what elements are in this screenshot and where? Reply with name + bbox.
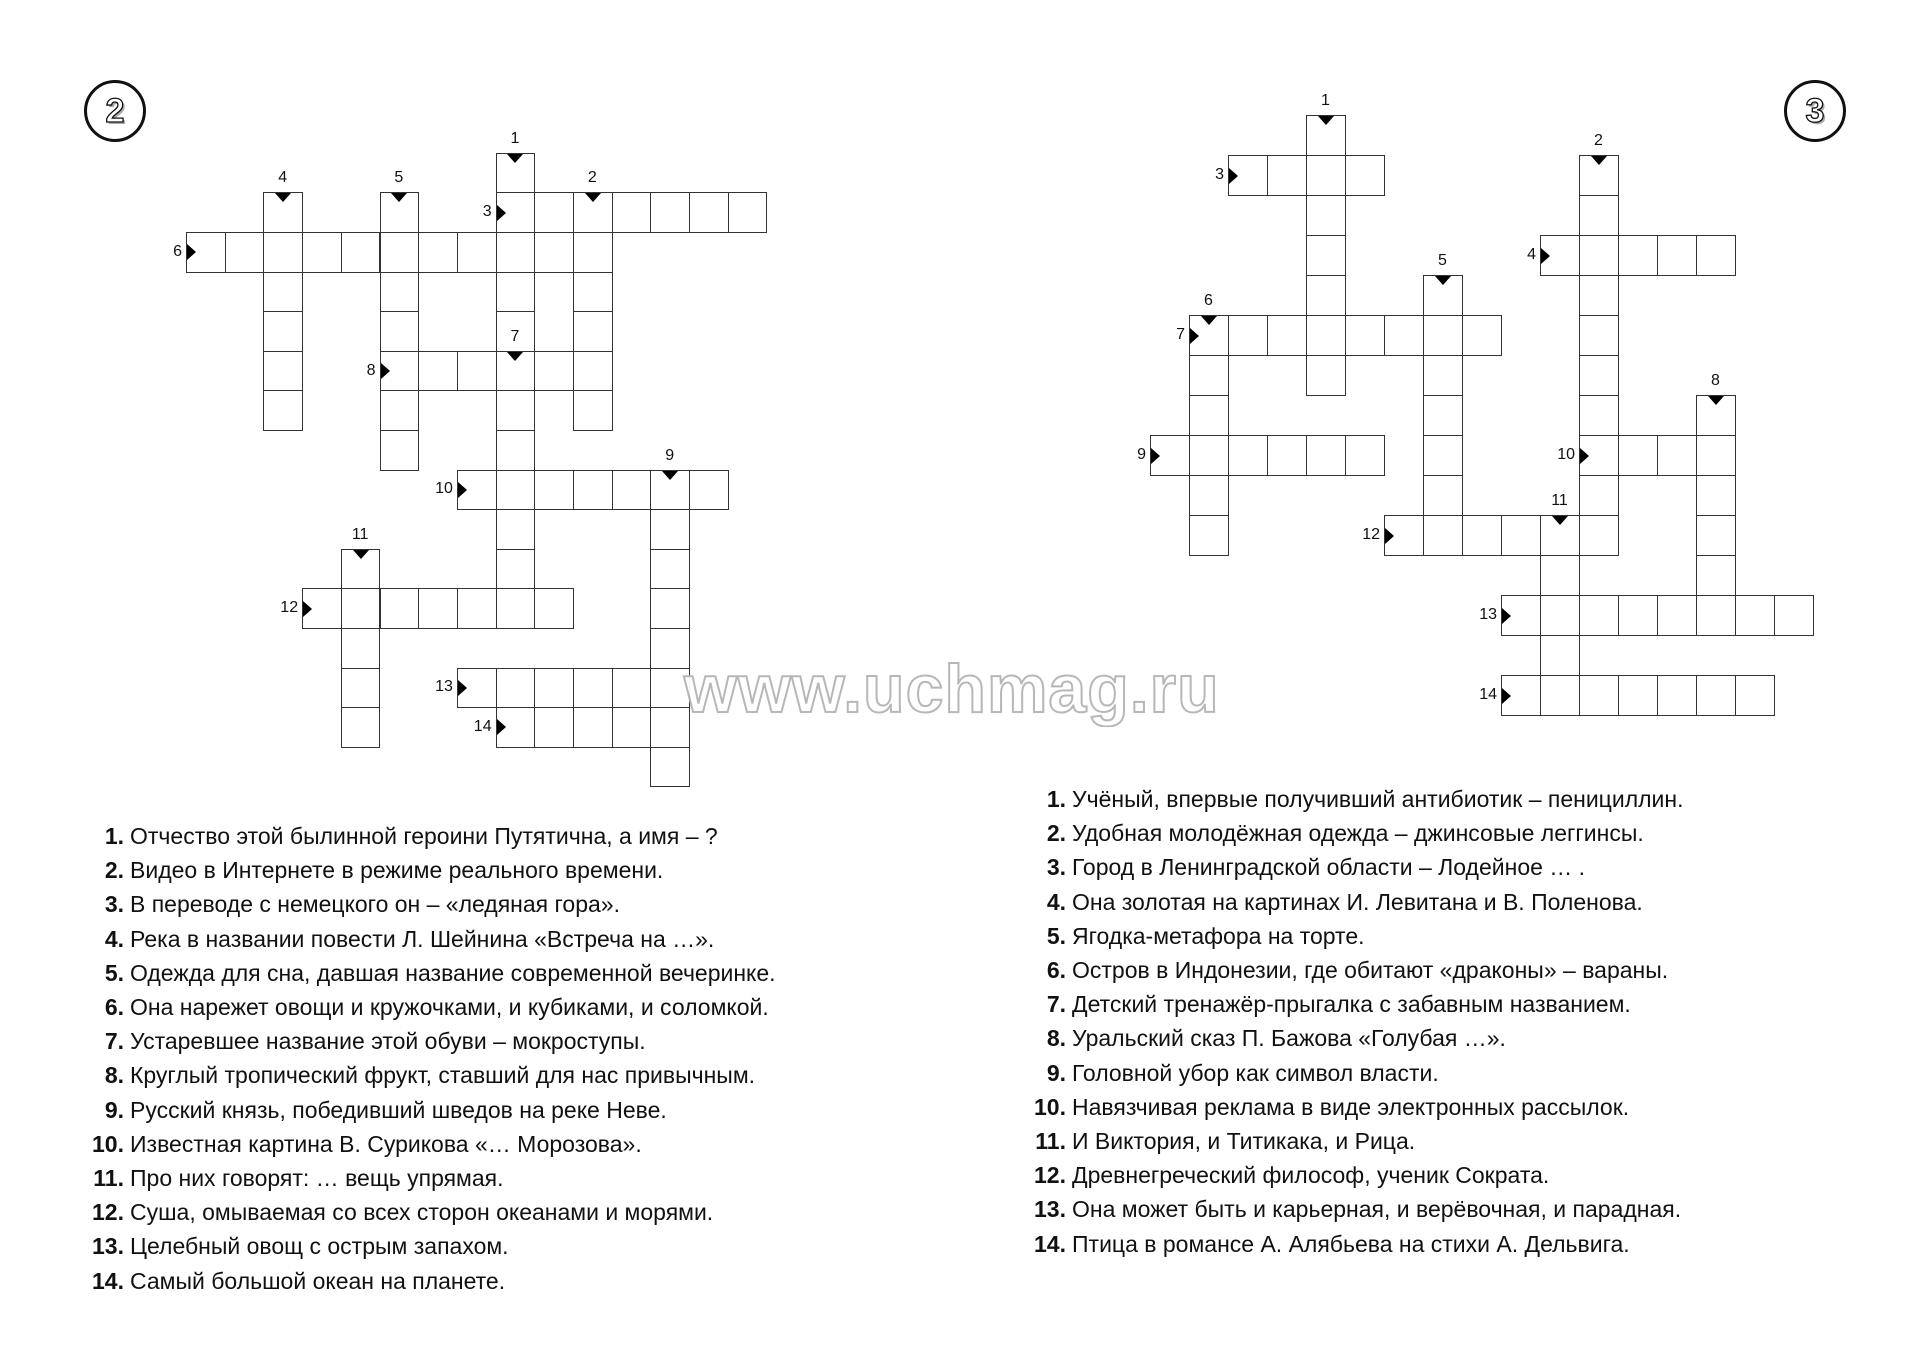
crossword-cell[interactable]	[1189, 435, 1229, 476]
crossword-cell[interactable]	[302, 232, 342, 273]
crossword-cell[interactable]	[1267, 315, 1307, 356]
clue-number: 6.	[104, 994, 124, 1020]
p2-clue-number-10-across: 10	[435, 480, 453, 498]
clue-number: 7.	[104, 1028, 124, 1055]
clue-item	[80, 1267, 505, 1295]
clue-number: 8.	[1046, 1025, 1066, 1052]
clue-number: 4.	[104, 925, 124, 952]
crossword-cell[interactable]	[534, 470, 574, 511]
crossword-cell[interactable]	[534, 588, 574, 629]
puzzle-2-badge: 2	[84, 80, 146, 142]
crossword-cell[interactable]	[1228, 315, 1268, 356]
crossword-cell[interactable]	[573, 707, 613, 748]
crossword-cell[interactable]	[573, 311, 613, 352]
crossword-cell[interactable]	[380, 272, 420, 313]
crossword-cell[interactable]	[457, 351, 497, 392]
crossword-cell[interactable]	[612, 470, 652, 511]
crossword-cell[interactable]	[418, 232, 458, 273]
clue-number: 8.	[104, 1062, 124, 1089]
clue-number: 6.	[1046, 957, 1066, 983]
crossword-cell[interactable]	[1189, 315, 1229, 356]
crossword-cell[interactable]	[1618, 595, 1658, 636]
p2-clue-number-9-down: 9	[665, 446, 675, 464]
crossword-cell[interactable]	[689, 470, 729, 511]
clue-number: 5.	[1046, 922, 1066, 949]
crossword-cell[interactable]	[1306, 315, 1346, 356]
clue-text: Самый большой океан на планете.	[130, 1267, 506, 1294]
crossword-cell[interactable]	[1618, 235, 1658, 276]
crossword-cell[interactable]	[573, 192, 613, 233]
crossword-cell[interactable]	[573, 390, 613, 431]
clue-item	[1022, 922, 1365, 950]
clue-number: 14.	[92, 1267, 124, 1294]
crossword-cell[interactable]	[1423, 275, 1463, 316]
crossword-cell[interactable]	[1579, 435, 1619, 476]
p2-clue-number-6-across: 6	[173, 242, 182, 260]
crossword-cell[interactable]	[1579, 275, 1619, 316]
crossword-cell[interactable]	[534, 192, 574, 233]
crossword-cell[interactable]	[457, 668, 497, 709]
p3-clue-number-7-across: 7	[1176, 326, 1185, 343]
crossword-cell[interactable]	[650, 549, 690, 590]
clue-item	[1022, 1161, 1549, 1189]
p3-clue-number-1-down: 1	[1321, 92, 1330, 109]
clue-item	[80, 1130, 642, 1158]
crossword-cell[interactable]	[1696, 475, 1736, 516]
crossword-cell[interactable]	[1540, 235, 1580, 276]
p3-clue-number-12-across: 12	[1362, 526, 1380, 543]
crossword-cell[interactable]	[1579, 235, 1619, 276]
clue-text: Удобная молодёжная одежда – джинсовые леггинсы.	[1072, 820, 1644, 847]
clue-item	[1022, 1230, 1630, 1258]
crossword-cell[interactable]	[1423, 475, 1463, 516]
clue-item	[1022, 785, 1683, 813]
clue-text: Учёный, впервые получивший антибиотик – пенициллин.	[1072, 786, 1684, 812]
crossword-cell[interactable]	[1306, 155, 1346, 196]
crossword-cell[interactable]	[225, 232, 265, 273]
clue-text: Устаревшее название этой обуви – мокроступы.	[130, 1028, 646, 1055]
clue-text: Одежда для сна, давшая название современной вечеринке.	[130, 959, 776, 986]
crossword-cell[interactable]	[1501, 675, 1541, 716]
clue-text: Она может быть и карьерная, и верёвочная, и парадная.	[1072, 1196, 1682, 1223]
clue-number: 14.	[1034, 1230, 1066, 1257]
p3-clue-number-6-down: 6	[1204, 292, 1213, 309]
crossword-cell[interactable]	[1501, 595, 1541, 636]
clue-item	[80, 1198, 713, 1226]
p2-clue-number-12-across: 12	[280, 599, 299, 617]
crossword-cell[interactable]	[1696, 675, 1736, 716]
crossword-cell[interactable]	[1189, 515, 1229, 556]
clue-text: Головной убор как символ власти.	[1072, 1059, 1439, 1086]
crossword-cell[interactable]	[1696, 395, 1736, 436]
clue-item	[80, 1232, 509, 1260]
crossword-cell[interactable]	[1345, 315, 1385, 356]
crossword-cell[interactable]	[496, 549, 536, 590]
crossword-cell[interactable]	[496, 351, 536, 392]
clue-number: 4.	[1046, 888, 1066, 915]
clue-text: Известная картина В. Сурикова «… Морозова».	[130, 1130, 642, 1157]
crossword-cell[interactable]	[1540, 595, 1580, 636]
clue-item	[1022, 853, 1585, 881]
crossword-cell[interactable]	[534, 707, 574, 748]
crossword-cell[interactable]	[1579, 475, 1619, 516]
crossword-cell[interactable]	[1657, 235, 1697, 276]
p2-clue-number-11-down: 11	[351, 525, 369, 543]
clue-text: Отчество этой былинной героини Путятична, а имя – ?	[130, 823, 718, 849]
crossword-cell[interactable]	[1306, 235, 1346, 276]
crossword-cell[interactable]	[1696, 435, 1736, 476]
clue-text: Навязчивая реклама в виде электронных рассылок.	[1072, 1093, 1630, 1120]
crossword-cell[interactable]	[1735, 675, 1775, 716]
crossword-cell[interactable]	[496, 668, 536, 709]
crossword-cell[interactable]	[1735, 595, 1775, 636]
clue-item	[80, 959, 776, 987]
crossword-cell[interactable]	[1696, 555, 1736, 596]
clue-item	[80, 1027, 646, 1055]
crossword-cell[interactable]	[418, 588, 458, 629]
clue-item	[1022, 819, 1644, 847]
clue-item	[80, 1096, 667, 1124]
crossword-cell[interactable]	[1267, 435, 1307, 476]
p2-clue-number-4-down: 4	[278, 169, 288, 187]
p2-clue-number-13-across: 13	[435, 678, 453, 696]
p2-clue-number-3-across: 3	[482, 203, 492, 221]
crossword-cell[interactable]	[341, 232, 381, 273]
crossword-cell[interactable]	[1540, 675, 1580, 716]
clue-text: Река в названии повести Л. Шейнина «Встреча на …».	[130, 925, 715, 952]
crossword-cell[interactable]	[650, 747, 690, 788]
p2-clue-number-8-across: 8	[366, 361, 376, 379]
crossword-cell[interactable]	[650, 192, 690, 233]
crossword-cell[interactable]	[573, 668, 613, 709]
crossword-cell[interactable]	[612, 668, 652, 709]
clue-text: Видео в Интернете в режиме реального времени.	[130, 857, 664, 884]
crossword-cell[interactable]	[380, 232, 420, 273]
clue-text: Круглый тропический фрукт, ставший для нас привычным.	[130, 1062, 756, 1089]
p3-clue-number-13-across: 13	[1479, 606, 1497, 623]
crossword-cell[interactable]	[496, 588, 536, 629]
clue-number: 3.	[104, 891, 124, 918]
p2-clue-number-14-across: 14	[473, 718, 492, 735]
crossword-cell[interactable]	[496, 509, 536, 550]
p2-clue-number-5-down: 5	[394, 169, 404, 187]
clue-text: И Виктория, и Титикака, и Рица.	[1072, 1128, 1416, 1154]
crossword-cell[interactable]	[728, 192, 768, 233]
clue-text: Целебный овощ с острым запахом.	[130, 1233, 509, 1260]
crossword-cell[interactable]	[1228, 155, 1268, 196]
clue-number: 9.	[1046, 1059, 1066, 1086]
crossword-cell[interactable]	[496, 232, 536, 273]
p2-clue-number-2-down: 2	[587, 169, 597, 187]
crossword-cell[interactable]	[496, 430, 536, 471]
clue-text: Город в Ленинградской области – Лодейное … .	[1072, 854, 1586, 881]
clue-number: 2.	[104, 857, 124, 884]
clue-number: 9.	[104, 1096, 124, 1123]
clue-item	[1022, 1127, 1415, 1155]
clue-text: Она нарежет овощи и кружочками, и кубиками, и соломкой.	[130, 994, 769, 1020]
p3-clue-number-10-across: 10	[1557, 446, 1575, 463]
crossword-cell[interactable]	[1501, 515, 1541, 556]
crossword-cell[interactable]	[1540, 515, 1580, 556]
crossword-cell[interactable]	[263, 390, 303, 431]
clue-item	[80, 1061, 755, 1089]
clue-text: Древнегреческий философ, ученик Сократа.	[1072, 1162, 1550, 1189]
clue-text: Остров в Индонезии, где обитают «драконы» – вараны.	[1072, 957, 1669, 983]
crossword-cell[interactable]	[1189, 355, 1229, 396]
crossword-cell[interactable]	[1579, 355, 1619, 396]
clue-number: 12.	[92, 1199, 124, 1226]
crossword-cell[interactable]	[534, 351, 574, 392]
crossword-cell[interactable]	[380, 351, 420, 392]
p3-clue-number-11-down: 11	[1551, 492, 1568, 509]
crossword-cell[interactable]	[650, 509, 690, 550]
clue-number: 13.	[1034, 1196, 1066, 1223]
crossword-cell[interactable]	[263, 311, 303, 352]
clue-number: 11.	[93, 1165, 124, 1191]
crossword-cell[interactable]	[1579, 315, 1619, 356]
clue-number: 10.	[1034, 1093, 1066, 1120]
clue-item	[1022, 1024, 1506, 1052]
p3-clue-number-5-down: 5	[1438, 252, 1447, 269]
clue-item	[1022, 1195, 1681, 1223]
crossword-cell[interactable]	[457, 470, 497, 511]
clue-text: Русский князь, победивший шведов на реке Неве.	[130, 1096, 667, 1123]
crossword-cell[interactable]	[1579, 155, 1619, 196]
crossword-cell[interactable]	[1267, 155, 1307, 196]
crossword-cell[interactable]	[573, 232, 613, 273]
crossword-cell[interactable]	[534, 668, 574, 709]
crossword-cell[interactable]	[457, 588, 497, 629]
crossword-cell[interactable]	[341, 668, 381, 709]
crossword-cell[interactable]	[496, 153, 536, 194]
crossword-cell[interactable]	[341, 588, 381, 629]
p3-clue-number-2-down: 2	[1594, 132, 1603, 149]
crossword-cell[interactable]	[1345, 435, 1385, 476]
clue-text: Ягодка-метафора на торте.	[1072, 922, 1365, 949]
watermark: www.uchmag.ru	[684, 651, 1220, 727]
crossword-cell[interactable]	[1384, 315, 1424, 356]
crossword-cell[interactable]	[263, 351, 303, 392]
crossword-cell[interactable]	[1462, 515, 1502, 556]
crossword-cell[interactable]	[1306, 115, 1346, 156]
crossword-cell[interactable]	[1579, 515, 1619, 556]
crossword-cell[interactable]	[496, 707, 536, 748]
crossword-cell[interactable]	[380, 588, 420, 629]
crossword-cell[interactable]	[1345, 155, 1385, 196]
clue-number: 13.	[92, 1233, 124, 1260]
p3-clue-number-14-across: 14	[1479, 686, 1497, 703]
clue-item	[80, 890, 620, 918]
crossword-cell[interactable]	[1774, 595, 1814, 636]
crossword-cell[interactable]	[1540, 555, 1580, 596]
crossword-cell[interactable]	[573, 351, 613, 392]
p3-clue-number-8-down: 8	[1711, 372, 1720, 389]
crossword-cell[interactable]	[1306, 435, 1346, 476]
crossword-cell[interactable]	[612, 707, 652, 748]
clue-item	[80, 993, 769, 1021]
crossword-cell[interactable]	[1696, 235, 1736, 276]
crossword-cell[interactable]	[1579, 395, 1619, 436]
crossword-cell[interactable]	[1228, 435, 1268, 476]
crossword-cell[interactable]	[1657, 675, 1697, 716]
crossword-cell[interactable]	[380, 430, 420, 471]
clue-item	[80, 925, 714, 953]
clue-text: Про них говорят: … вещь упрямая.	[130, 1165, 504, 1191]
puzzle-3-badge: 3	[1784, 80, 1846, 142]
clue-text: Суша, омываемая со всех сторон океанами и морями.	[130, 1199, 714, 1226]
crossword-cell[interactable]	[1189, 475, 1229, 516]
crossword-cell[interactable]	[1696, 515, 1736, 556]
clue-text: В переводе с немецкого он – «ледяная гора».	[130, 891, 620, 918]
clue-number: 12.	[1034, 1162, 1066, 1189]
clue-item	[1022, 956, 1668, 984]
crossword-cell[interactable]	[1384, 515, 1424, 556]
crossword-cell[interactable]	[650, 588, 690, 629]
clue-number: 2.	[1046, 820, 1066, 847]
clue-item	[80, 1164, 504, 1192]
crossword-cell[interactable]	[1540, 635, 1580, 676]
crossword-cell[interactable]	[341, 707, 381, 748]
crossword-cell[interactable]	[1189, 395, 1229, 436]
crossword-cell[interactable]	[263, 192, 303, 233]
clue-item	[1022, 1059, 1439, 1087]
crossword-cell[interactable]	[1306, 275, 1346, 316]
clue-text: Птица в романсе А. Алябьева на стихи А. Дельвига.	[1072, 1230, 1630, 1257]
clue-text: Детский тренажёр-прыгалка с забавным названием.	[1072, 991, 1631, 1018]
p3-clue-number-3-across: 3	[1215, 166, 1224, 183]
crossword-cell[interactable]	[650, 470, 690, 511]
clue-item	[1022, 990, 1631, 1018]
crossword-cell[interactable]	[380, 311, 420, 352]
crossword-cell[interactable]	[496, 390, 536, 431]
clue-item	[1022, 1093, 1629, 1121]
crossword-cell[interactable]	[341, 549, 381, 590]
crossword-cell[interactable]	[1618, 675, 1658, 716]
clue-number: 5.	[104, 959, 124, 986]
crossword-cell[interactable]	[380, 192, 420, 233]
crossword-cell[interactable]	[689, 192, 729, 233]
crossword-cell[interactable]	[380, 390, 420, 431]
crossword-cell[interactable]	[418, 351, 458, 392]
p3-clue-number-4-across: 4	[1527, 246, 1536, 263]
crossword-cell[interactable]	[1579, 675, 1619, 716]
clue-item	[80, 856, 663, 884]
crossword-cell[interactable]	[1462, 315, 1502, 356]
clue-number: 7.	[1046, 991, 1066, 1018]
crossword-cell[interactable]	[1579, 595, 1619, 636]
crossword-cell[interactable]	[1579, 195, 1619, 236]
clue-text: Она золотая на картинах И. Левитана и В. Поленова.	[1072, 888, 1643, 915]
crossword-cell[interactable]	[534, 232, 574, 273]
crossword-cell[interactable]	[341, 628, 381, 669]
crossword-cell[interactable]	[1423, 395, 1463, 436]
crossword-cell[interactable]	[1423, 355, 1463, 396]
crossword-cell[interactable]	[1696, 595, 1736, 636]
crossword-cell[interactable]	[263, 232, 303, 273]
crossword-cell[interactable]	[1306, 195, 1346, 236]
crossword-cell[interactable]	[496, 272, 536, 313]
clue-text: Уральский сказ П. Бажова «Голубая …».	[1072, 1025, 1506, 1052]
clue-number: 11.	[1035, 1128, 1066, 1154]
clue-number: 3.	[1046, 854, 1066, 881]
crossword-cell[interactable]	[1423, 315, 1463, 356]
clue-number: 10.	[92, 1130, 124, 1157]
crossword-cell[interactable]	[1618, 435, 1658, 476]
p2-clue-number-1-down: 1	[510, 129, 520, 147]
crossword-cell[interactable]	[573, 272, 613, 313]
clue-number: 1.	[104, 823, 124, 849]
crossword-cell[interactable]	[186, 232, 226, 273]
crossword-cell[interactable]	[496, 470, 536, 511]
crossword-cell[interactable]	[1306, 355, 1346, 396]
p2-clue-number-7-down: 7	[510, 327, 520, 345]
crossword-cell[interactable]	[1423, 515, 1463, 556]
crossword-cell[interactable]	[1150, 435, 1190, 476]
p3-clue-number-9-across: 9	[1137, 446, 1146, 463]
crossword-cell[interactable]	[457, 232, 497, 273]
clue-item	[1022, 888, 1643, 916]
clue-number: 1.	[1046, 786, 1066, 812]
crossword-cell[interactable]	[1423, 435, 1463, 476]
crossword-cell[interactable]	[573, 470, 613, 511]
crossword-cell[interactable]	[263, 272, 303, 313]
crossword-cell[interactable]	[1657, 435, 1697, 476]
crossword-cell[interactable]	[1657, 595, 1697, 636]
clue-item	[80, 822, 718, 850]
crossword-cell[interactable]	[612, 192, 652, 233]
crossword-cell[interactable]	[496, 192, 536, 233]
crossword-cell[interactable]	[302, 588, 342, 629]
